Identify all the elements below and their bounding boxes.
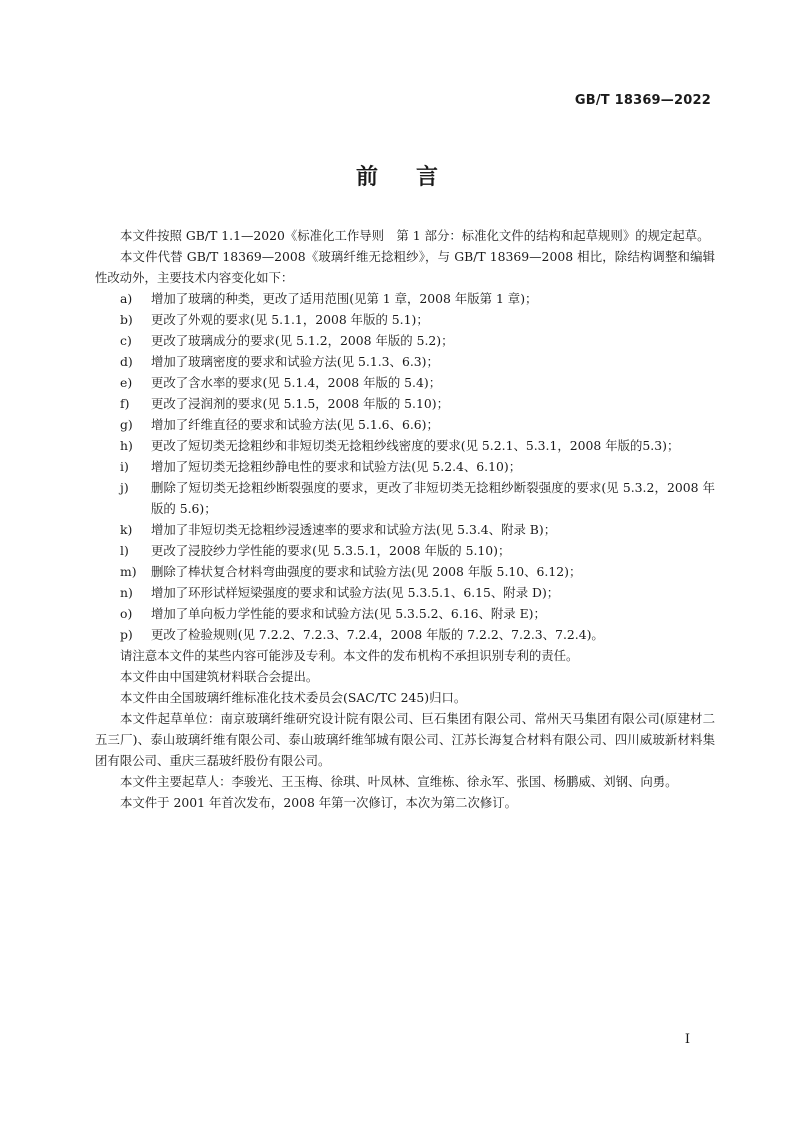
- list-item-mark: f): [120, 396, 130, 411]
- list-item: [95, 540, 715, 561]
- list-item: [95, 288, 715, 309]
- list-item-text: 增加了玻璃的种类，更改了适用范围(见第 1 章，2008 年版第 1 章)；: [151, 291, 538, 306]
- list-item: [95, 624, 715, 645]
- list-item-text: 增加了单向板力学性能的要求和试验方法(见 5.3.5.2、6.16、附录 E)；: [151, 606, 546, 621]
- foreword-body: [95, 225, 715, 813]
- list-item-mark: h): [120, 438, 133, 453]
- changes-list: [95, 288, 715, 645]
- list-item-text: 更改了浸胶纱力学性能的要求(见 5.3.5.1，2008 年版的 5.10)；: [151, 543, 511, 558]
- page-number: I: [684, 1032, 690, 1047]
- paragraph-replacement: 本文件代替 GB/T 18369—2008《玻璃纤维无捻粗纱》，与 GB/T 18369—2008 相比，除结构调整和编辑性改动外，主要技术内容变化如下：: [95, 249, 715, 285]
- list-item: [95, 582, 715, 603]
- list-item-mark: c): [120, 333, 132, 348]
- list-item-text: 更改了含水率的要求(见 5.1.4，2008 年版的 5.4)；: [151, 375, 442, 390]
- list-item-text: 更改了外观的要求(见 5.1.1，2008 年版的 5.1)；: [151, 312, 429, 327]
- list-item-text: 增加了环形试样短梁强度的要求和试验方法(见 5.3.5.1、6.15、附录 D)；: [151, 585, 560, 600]
- list-item: [95, 603, 715, 624]
- list-item-mark: a): [120, 291, 133, 306]
- list-item-mark: k): [120, 522, 133, 537]
- list-item-text: 增加了非短切类无捻粗纱浸透速率的要求和试验方法(见 5.3.4、附录 B)；: [151, 522, 557, 537]
- standard-code: GB/T 18369—2022: [574, 93, 711, 108]
- list-item: [95, 309, 715, 330]
- list-item-text: 增加了短切类无捻粗纱静电性的要求和试验方法(见 5.2.4、6.10)；: [151, 459, 522, 474]
- list-item-text: 增加了玻璃密度的要求和试验方法(见 5.1.3、6.3)；: [151, 354, 439, 369]
- list-item: [95, 393, 715, 414]
- list-item: [95, 477, 715, 519]
- list-item-mark: g): [120, 417, 133, 432]
- list-item: [95, 351, 715, 372]
- list-item-text: 增加了纤维直径的要求和试验方法(见 5.1.6、6.6)；: [151, 417, 439, 432]
- list-item-mark: b): [120, 312, 133, 327]
- list-item: [95, 561, 715, 582]
- page-title: [0, 160, 794, 191]
- list-item-mark: e): [120, 375, 133, 390]
- list-item-text: 更改了玻璃成分的要求(见 5.1.2，2008 年版的 5.2)；: [151, 333, 454, 348]
- list-item-mark: m): [120, 564, 137, 579]
- list-item: [95, 414, 715, 435]
- list-item-mark: d): [120, 354, 133, 369]
- list-item: [95, 456, 715, 477]
- list-item-text: 删除了棒状复合材料弯曲强度的要求和试验方法(见 2008 年版 5.10、6.12)；: [151, 564, 582, 579]
- list-item-mark: i): [120, 459, 129, 474]
- paragraph-history: 本文件于 2001 年首次发布，2008 年第一次修订，本次为第二次修订。: [120, 795, 518, 810]
- list-item: [95, 372, 715, 393]
- title-char-1: 前: [355, 165, 378, 190]
- paragraph-drafting-rules: 本文件按照 GB/T 1.1—2020《标准化工作导则 第 1 部分：标准化文件的结构和起草规则》的规定起草。: [120, 228, 710, 243]
- list-item-mark: j): [120, 480, 129, 495]
- list-item-text: 删除了短切类无捻粗纱断裂强度的要求，更改了非短切类无捻粗纱断裂强度的要求(见 5.3.2，2008 年版的 5.6)；: [151, 480, 715, 516]
- paragraph-committee: 本文件由全国玻璃纤维标准化技术委员会(SAC/TC 245)归口。: [120, 690, 467, 705]
- title-char-2: 言: [416, 165, 439, 190]
- list-item-mark: o): [120, 606, 133, 621]
- list-item: [95, 519, 715, 540]
- list-item-text: 更改了短切类无捻粗纱和非短切类无捻粗纱线密度的要求(见 5.2.1、5.3.1，2008 年版的5.3)；: [151, 438, 680, 453]
- list-item: [95, 330, 715, 351]
- list-item-mark: l): [120, 543, 129, 558]
- paragraph-drafting-units: 本文件起草单位：南京玻璃纤维研究设计院有限公司、巨石集团有限公司、常州天马集团有限公司(原建材二五三厂)、泰山玻璃纤维有限公司、泰山玻璃纤维邹城有限公司、江苏长海复合材料有限公司、四川威玻新材料集团有限公司、重庆三磊玻纤股份有限公司。: [95, 711, 715, 768]
- list-item-mark: n): [120, 585, 133, 600]
- list-item-mark: p): [120, 627, 133, 642]
- paragraph-drafters: 本文件主要起草人：李骏光、王玉梅、徐琪、叶凤林、宣维栋、徐永军、张国、杨鹏威、刘钢、向勇。: [120, 774, 678, 789]
- list-item-text: 更改了检验规则(见 7.2.2、7.2.3、7.2.4，2008 年版的 7.2.2、7.2.3、7.2.4)。: [151, 627, 604, 642]
- list-item: [95, 435, 715, 456]
- paragraph-patent-notice: 请注意本文件的某些内容可能涉及专利。本文件的发布机构不承担识别专利的责任。: [120, 648, 579, 663]
- list-item-text: 更改了浸润剂的要求(见 5.1.5，2008 年版的 5.10)；: [151, 396, 449, 411]
- paragraph-proposer: 本文件由中国建筑材料联合会提出。: [120, 669, 319, 684]
